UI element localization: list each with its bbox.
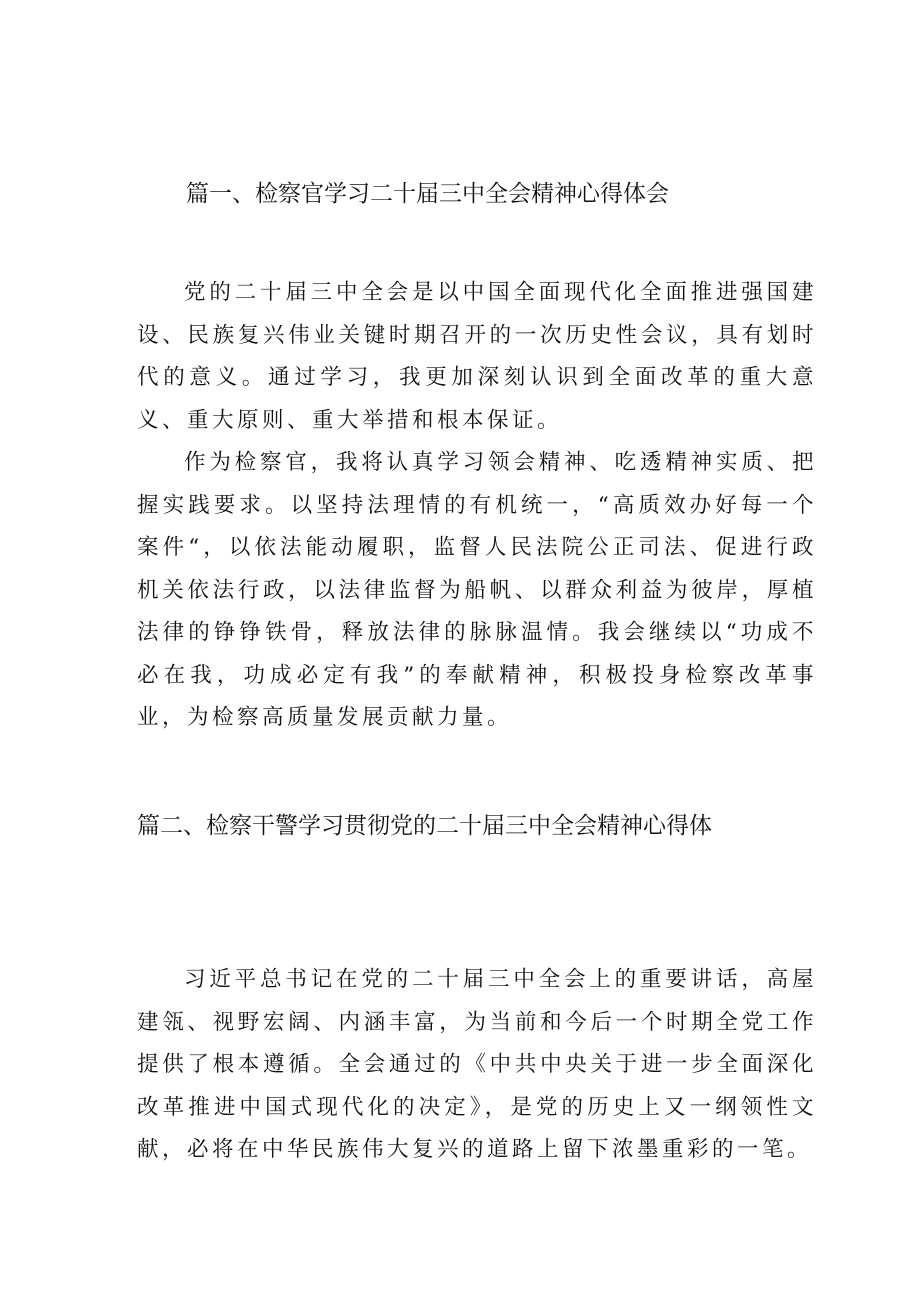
section-2-title: 篇二、检察干警学习贯彻党的二十届三中全会精神心得体 [137,813,712,839]
section-1-title: 篇一、检察官学习二十届三中全会精神心得体会 [186,181,669,207]
section-1-paragraph-1: 党的二十届三中全会是以中国全面现代化全面推进强国建设、民族复兴伟业关键时期召开的一次历史性会议，具有划时代的意义。通过学习，我更加深刻认识到全面改革的重大意义、重大原则、重大举措和根本保证。 [137,280,817,433]
section-2-paragraph-1: 习近平总书记在党的二十届三中全会上的重要讲话，高屋建瓴、视野宏阔、内涵丰富，为当前和今后一个时期全党工作提供了根本遵循。全会通过的《中共中央关于进一步全面深化改革推进中国式现代化的决定》，是党的历史上又一纲领性文献，必将在中华民族伟大复兴的道路上留下浓墨重彩的一笔。 [137,967,817,1162]
section-1-paragraph-2: 作为检察官，我将认真学习领会精神、吃透精神实质、把握实践要求。以坚持法理情的有机统一，“高质效办好每一个案件“，以依法能动履职，监督人民法院公正司法、促进行政机关依法行政，以法律监督为船帆、以群众利益为彼岸，厚植法律的铮铮铁骨，释放法律的脉脉温情。我会继续以“功成不必在我，功成必定有我”的奉献精神，积极投身检察改革事业，为检察高质量发展贡献力量。 [137,450,817,730]
